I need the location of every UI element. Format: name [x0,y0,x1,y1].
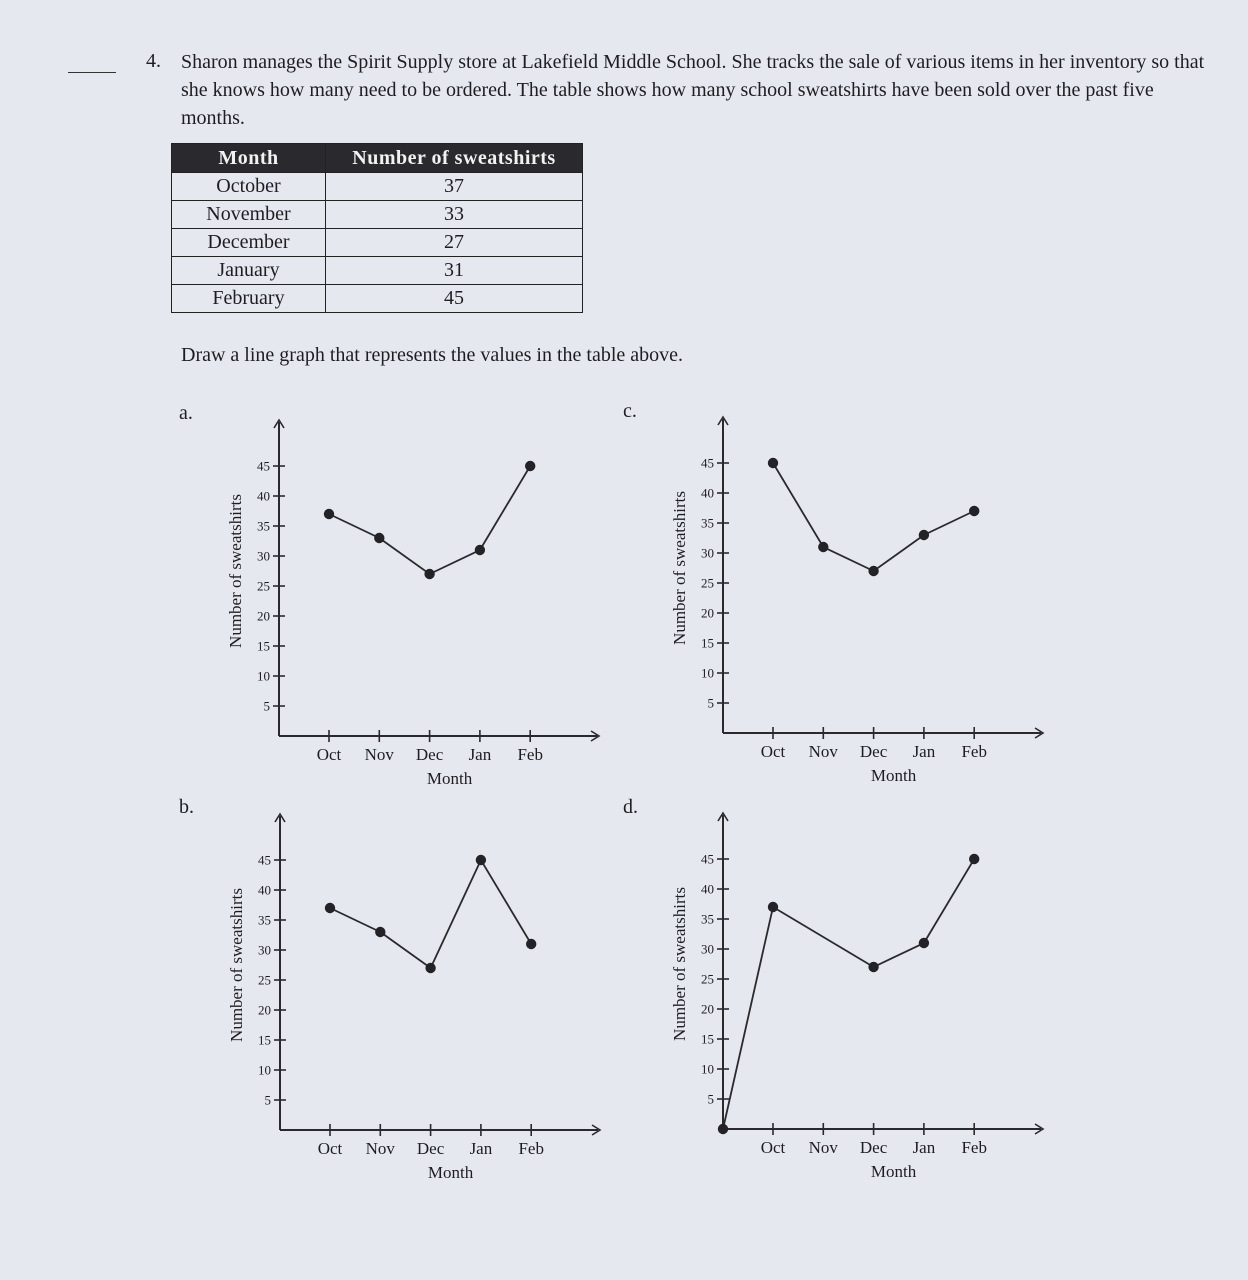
x-tick-label: Jan [469,1139,493,1158]
data-point [475,545,485,555]
y-tick-label: 30 [701,941,714,957]
y-tick-label: 45 [701,851,714,867]
y-tick-label: 45 [258,852,271,868]
sweatshirt-table [171,143,583,313]
data-point [324,509,334,519]
series-line [329,466,530,574]
x-tick-label: Dec [859,1138,888,1157]
y-tick-label: 25 [701,971,714,987]
y-tick-label: 25 [258,972,271,988]
data-point [868,566,878,576]
cell-count: 27 [326,229,583,257]
answer-blank[interactable] [68,72,116,73]
data-point [718,1124,728,1134]
x-axis-title: Month [426,769,473,788]
y-tick-label: 15 [701,1031,714,1047]
x-tick-label: Feb [518,1139,544,1158]
cell-count: 31 [326,257,583,285]
data-point [375,927,385,937]
x-tick-label: Feb [517,745,543,764]
series-line [330,860,531,968]
y-tick-label: 30 [258,942,271,958]
table-row [172,173,583,201]
header-month: Month [172,144,326,173]
table-header-row [172,144,583,173]
x-tick-label: Oct [760,742,786,761]
data-point [374,533,384,543]
data-point [868,962,878,972]
y-tick-label: 5 [264,1092,271,1108]
y-tick-label: 45 [257,458,270,474]
y-axis-title: Number of sweatshirts [227,888,246,1042]
choice-label-a[interactable]: a. [179,402,193,424]
y-tick-label: 40 [258,882,271,898]
x-tick-label: Oct [317,1139,343,1158]
question-text: Sharon manages the Spirit Supply store at Lakefield Middle School. She tracks the sale of various items in her inventory so that she knows how many need to be ordered. The table shows how many school sweatshirts have been sold over the past five months. [181,51,1205,129]
x-axis-title: Month [870,766,917,785]
data-point [818,542,828,552]
y-tick-label: 40 [701,881,714,897]
y-tick-label: 35 [258,912,271,928]
data-point [424,569,434,579]
x-tick-label: Nov [808,1138,838,1157]
x-tick-label: Dec [416,1139,445,1158]
y-tick-label: 5 [263,698,270,714]
data-point [768,458,778,468]
y-tick-label: 15 [257,638,270,654]
x-tick-label: Jan [912,742,936,761]
y-tick-label: 10 [258,1062,271,1078]
cell-month: December [172,229,326,257]
y-tick-label: 20 [258,1002,271,1018]
x-tick-label: Jan [912,1138,936,1157]
y-tick-label: 25 [257,578,270,594]
table-row [172,201,583,229]
series-line [723,859,974,1129]
line-chart-c [653,403,1053,803]
cell-count: 45 [326,285,583,313]
x-tick-label: Oct [760,1138,786,1157]
y-tick-label: 30 [257,548,270,564]
data-point [525,461,535,471]
choice-label-c[interactable]: c. [623,400,637,422]
cell-month: February [172,285,326,313]
data-point [476,855,486,865]
y-tick-label: 40 [257,488,270,504]
y-tick-label: 5 [707,1091,714,1107]
y-tick-label: 20 [701,605,714,621]
data-point [325,903,335,913]
y-tick-label: 10 [257,668,270,684]
table-row [172,285,583,313]
y-tick-label: 10 [701,665,714,681]
line-chart-b [210,800,610,1200]
cell-month: November [172,201,326,229]
y-tick-label: 20 [701,1001,714,1017]
data-point [919,530,929,540]
y-tick-label: 20 [257,608,270,624]
table-row [172,257,583,285]
y-tick-label: 35 [701,911,714,927]
x-tick-label: Dec [415,745,444,764]
x-tick-label: Jan [468,745,492,764]
x-tick-label: Nov [365,1139,395,1158]
series-line [773,463,974,571]
y-axis-title: Number of sweatshirts [226,494,245,648]
x-tick-label: Oct [316,745,342,764]
y-tick-label: 40 [701,485,714,501]
data-point [425,963,435,973]
data-point [768,902,778,912]
cell-count: 37 [326,173,583,201]
x-tick-label: Dec [859,742,888,761]
y-tick-label: 5 [707,695,714,711]
choice-label-b[interactable]: b. [179,796,194,818]
x-tick-label: Nov [808,742,838,761]
y-axis-title: Number of sweatshirts [670,491,689,645]
y-tick-label: 15 [258,1032,271,1048]
x-tick-label: Nov [364,745,394,764]
y-tick-label: 35 [257,518,270,534]
choice-label-d[interactable]: d. [623,796,638,818]
y-tick-label: 25 [701,575,714,591]
x-tick-label: Feb [961,742,987,761]
y-tick-label: 35 [701,515,714,531]
cell-month: January [172,257,326,285]
data-point [969,506,979,516]
y-tick-label: 30 [701,545,714,561]
data-point [526,939,536,949]
cell-count: 33 [326,201,583,229]
question-number: 4. [146,50,161,72]
instruction-text: Draw a line graph that represents the values in the table above. [181,344,684,366]
x-axis-title: Month [427,1163,474,1182]
x-tick-label: Feb [961,1138,987,1157]
data-point [919,938,929,948]
line-chart-a [209,406,609,806]
y-tick-label: 45 [701,455,714,471]
cell-month: October [172,173,326,201]
y-tick-label: 15 [701,635,714,651]
data-point [969,854,979,864]
line-chart-d [653,799,1053,1199]
y-tick-label: 10 [701,1061,714,1077]
y-axis-title: Number of sweatshirts [670,887,689,1041]
x-axis-title: Month [870,1162,917,1181]
table-row [172,229,583,257]
header-count: Number of sweatshirts [326,144,583,173]
